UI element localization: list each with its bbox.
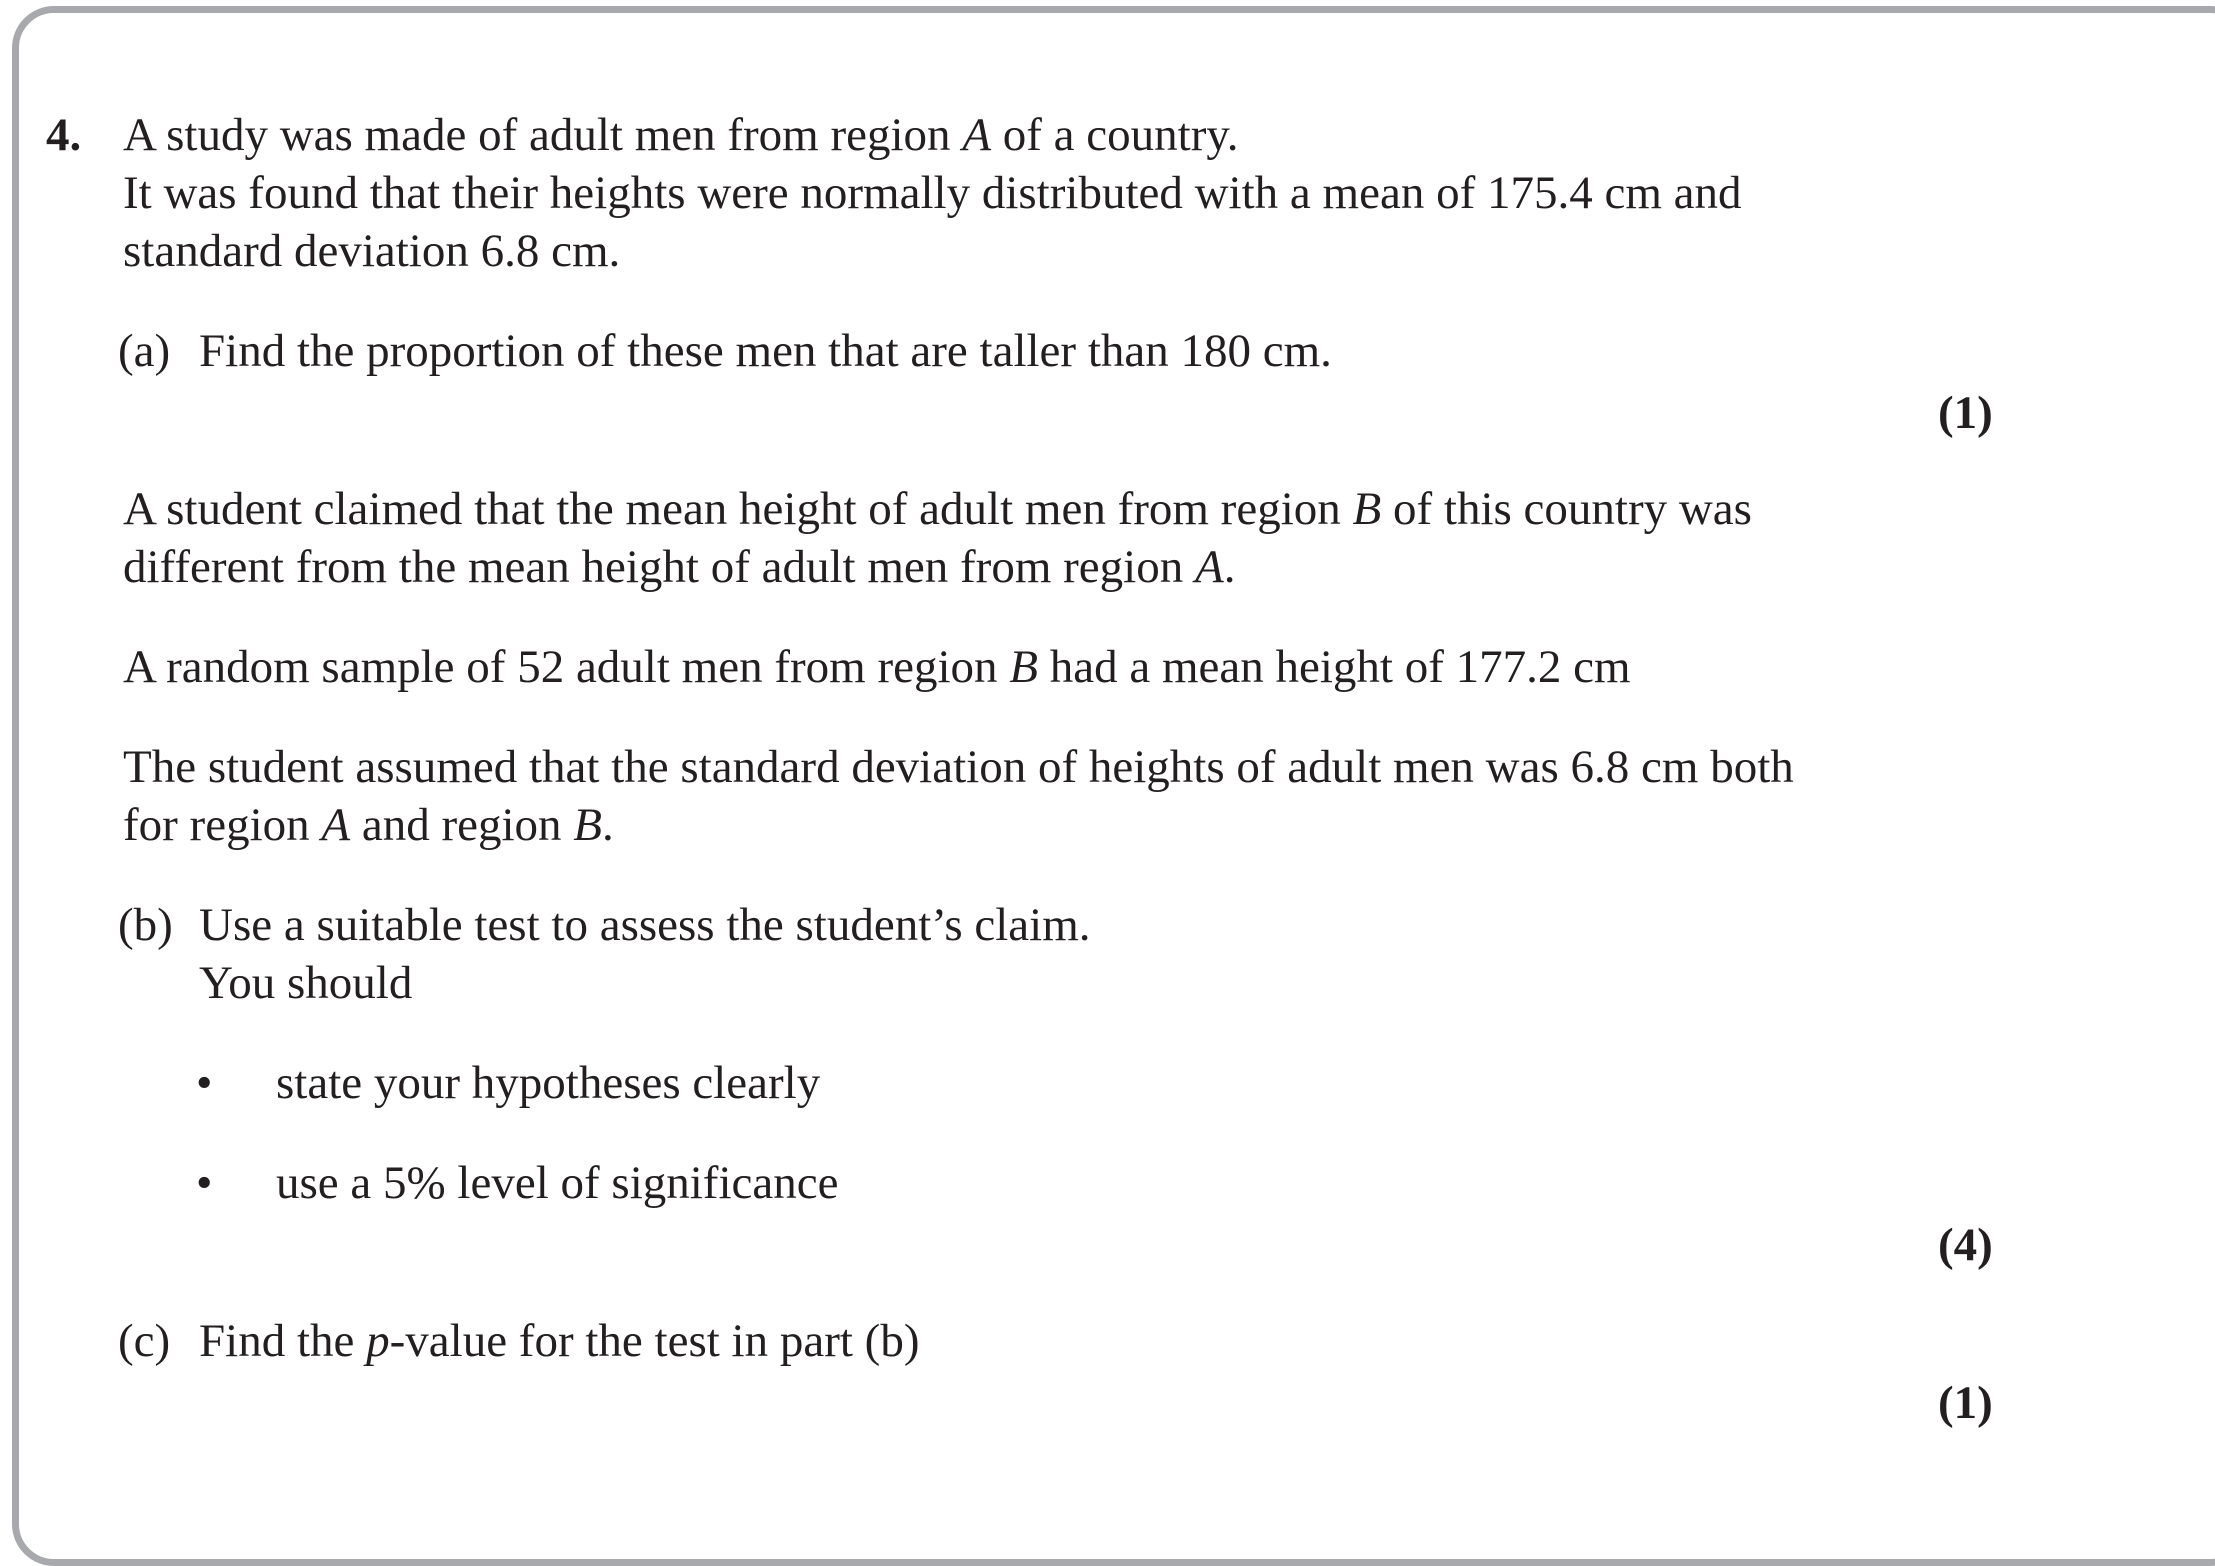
- part-b-marks: (4): [1938, 1219, 1993, 1271]
- intro-line-3: standard deviation 6.8 cm.: [123, 225, 621, 277]
- part-a-label: (a): [118, 325, 171, 377]
- part-b-line-2: You should: [199, 957, 413, 1009]
- assumption-line-1: The student assumed that the standard deviation of heights of adult men was 6.8 cm both: [123, 741, 1794, 793]
- part-a-text: Find the proportion of these men that are taller than 180 cm.: [199, 325, 1332, 377]
- intro-line-1: A study was made of adult men from region A of a country.: [123, 109, 1239, 161]
- bullet-item-1: state your hypotheses clearly: [276, 1057, 821, 1109]
- assumption-line-2: for region A and region B.: [123, 799, 614, 851]
- part-c-marks: (1): [1938, 1377, 1993, 1429]
- bullet-symbol: •: [196, 1057, 213, 1109]
- question-number: 4.: [46, 109, 82, 161]
- claim-line-2: different from the mean height of adult men from region A.: [123, 541, 1236, 593]
- part-c-text: Find the p-value for the test in part (b): [199, 1315, 920, 1367]
- part-a-marks: (1): [1938, 387, 1993, 439]
- intro-line-2: It was found that their heights were normally distributed with a mean of 175.4 cm and: [123, 167, 1742, 219]
- bullet-symbol: •: [196, 1157, 213, 1209]
- claim-line-1: A student claimed that the mean height of adult men from region B of this country was: [123, 483, 1752, 535]
- bullet-item-2: use a 5% level of significance: [276, 1157, 839, 1209]
- part-c-label: (c): [118, 1315, 171, 1367]
- sample-line: A random sample of 52 adult men from region B had a mean height of 177.2 cm: [123, 641, 1631, 693]
- part-b-line-1: Use a suitable test to assess the student’s claim.: [199, 899, 1091, 951]
- part-b-label: (b): [118, 899, 173, 951]
